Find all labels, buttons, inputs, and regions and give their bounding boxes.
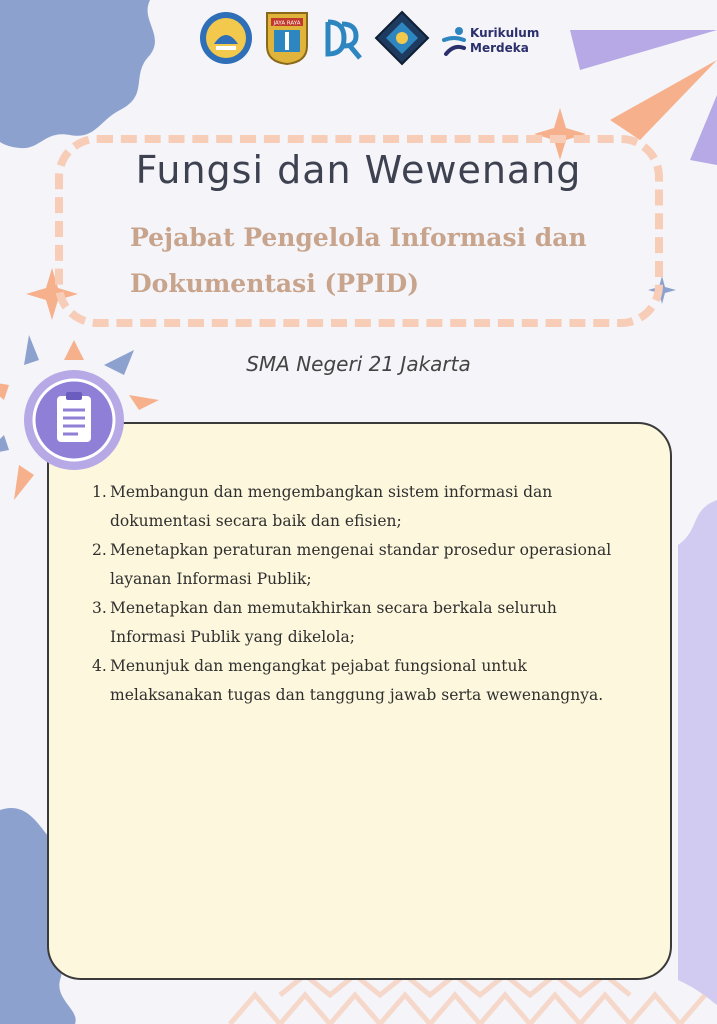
subtitle-line-2: Dokumentasi (PPID) bbox=[130, 269, 420, 298]
ray-lavender-1 bbox=[570, 30, 717, 70]
logo-bar bbox=[196, 10, 556, 70]
dp-logo bbox=[320, 10, 366, 66]
item-line-2: layanan Informasi Publik; bbox=[110, 570, 312, 588]
duties-list bbox=[92, 478, 672, 710]
item-number: 3. bbox=[92, 599, 107, 617]
item-number: 1. bbox=[92, 483, 107, 501]
jaya-raya-label: JAYA RAYA bbox=[273, 20, 301, 27]
kurikulum-merdeka-icon bbox=[442, 26, 468, 58]
merdeka-text: Merdeka bbox=[470, 41, 529, 55]
item-line-2: melaksanakan tugas dan tanggung jawab serta wewenangnya. bbox=[110, 686, 604, 704]
list-item bbox=[92, 478, 672, 536]
school-crest-logo bbox=[374, 10, 430, 66]
item-line-1: Menunjuk dan mengangkat pejabat fungsional untuk bbox=[110, 657, 527, 675]
top-left-blob bbox=[0, 0, 155, 148]
tut-wuri-handayani-logo bbox=[198, 10, 254, 66]
item-line-2: dokumentasi secara baik dan efisien; bbox=[110, 512, 402, 530]
item-line-2: Informasi Publik yang dikelola; bbox=[110, 628, 355, 646]
list-item bbox=[92, 536, 672, 594]
right-blob bbox=[678, 500, 717, 1005]
item-number: 2. bbox=[92, 541, 107, 559]
kurikulum-merdeka-logo bbox=[442, 24, 552, 60]
list-item bbox=[92, 652, 672, 710]
item-line-1: Menetapkan peraturan mengenai standar prosedur operasional bbox=[110, 541, 612, 559]
page-title: Fungsi dan Wewenang bbox=[135, 148, 582, 192]
clipboard-icon bbox=[22, 368, 126, 472]
ray-peach bbox=[610, 60, 717, 140]
list-item bbox=[92, 594, 672, 652]
item-line-1: Menetapkan dan memutakhirkan secara berkala seluruh bbox=[110, 599, 557, 617]
item-number: 4. bbox=[92, 657, 107, 675]
item-line-1: Membangun dan mengembangkan sistem informasi dan bbox=[110, 483, 553, 501]
kurikulum-text: Kurikulum bbox=[470, 26, 540, 40]
subtitle-line-1: Pejabat Pengelola Informasi dan bbox=[130, 223, 587, 252]
page-subtitle bbox=[130, 215, 610, 307]
zigzag-pattern bbox=[230, 975, 705, 1024]
jakarta-crest-logo bbox=[264, 10, 310, 66]
school-name: SMA Negeri 21 Jakarta bbox=[246, 352, 471, 376]
